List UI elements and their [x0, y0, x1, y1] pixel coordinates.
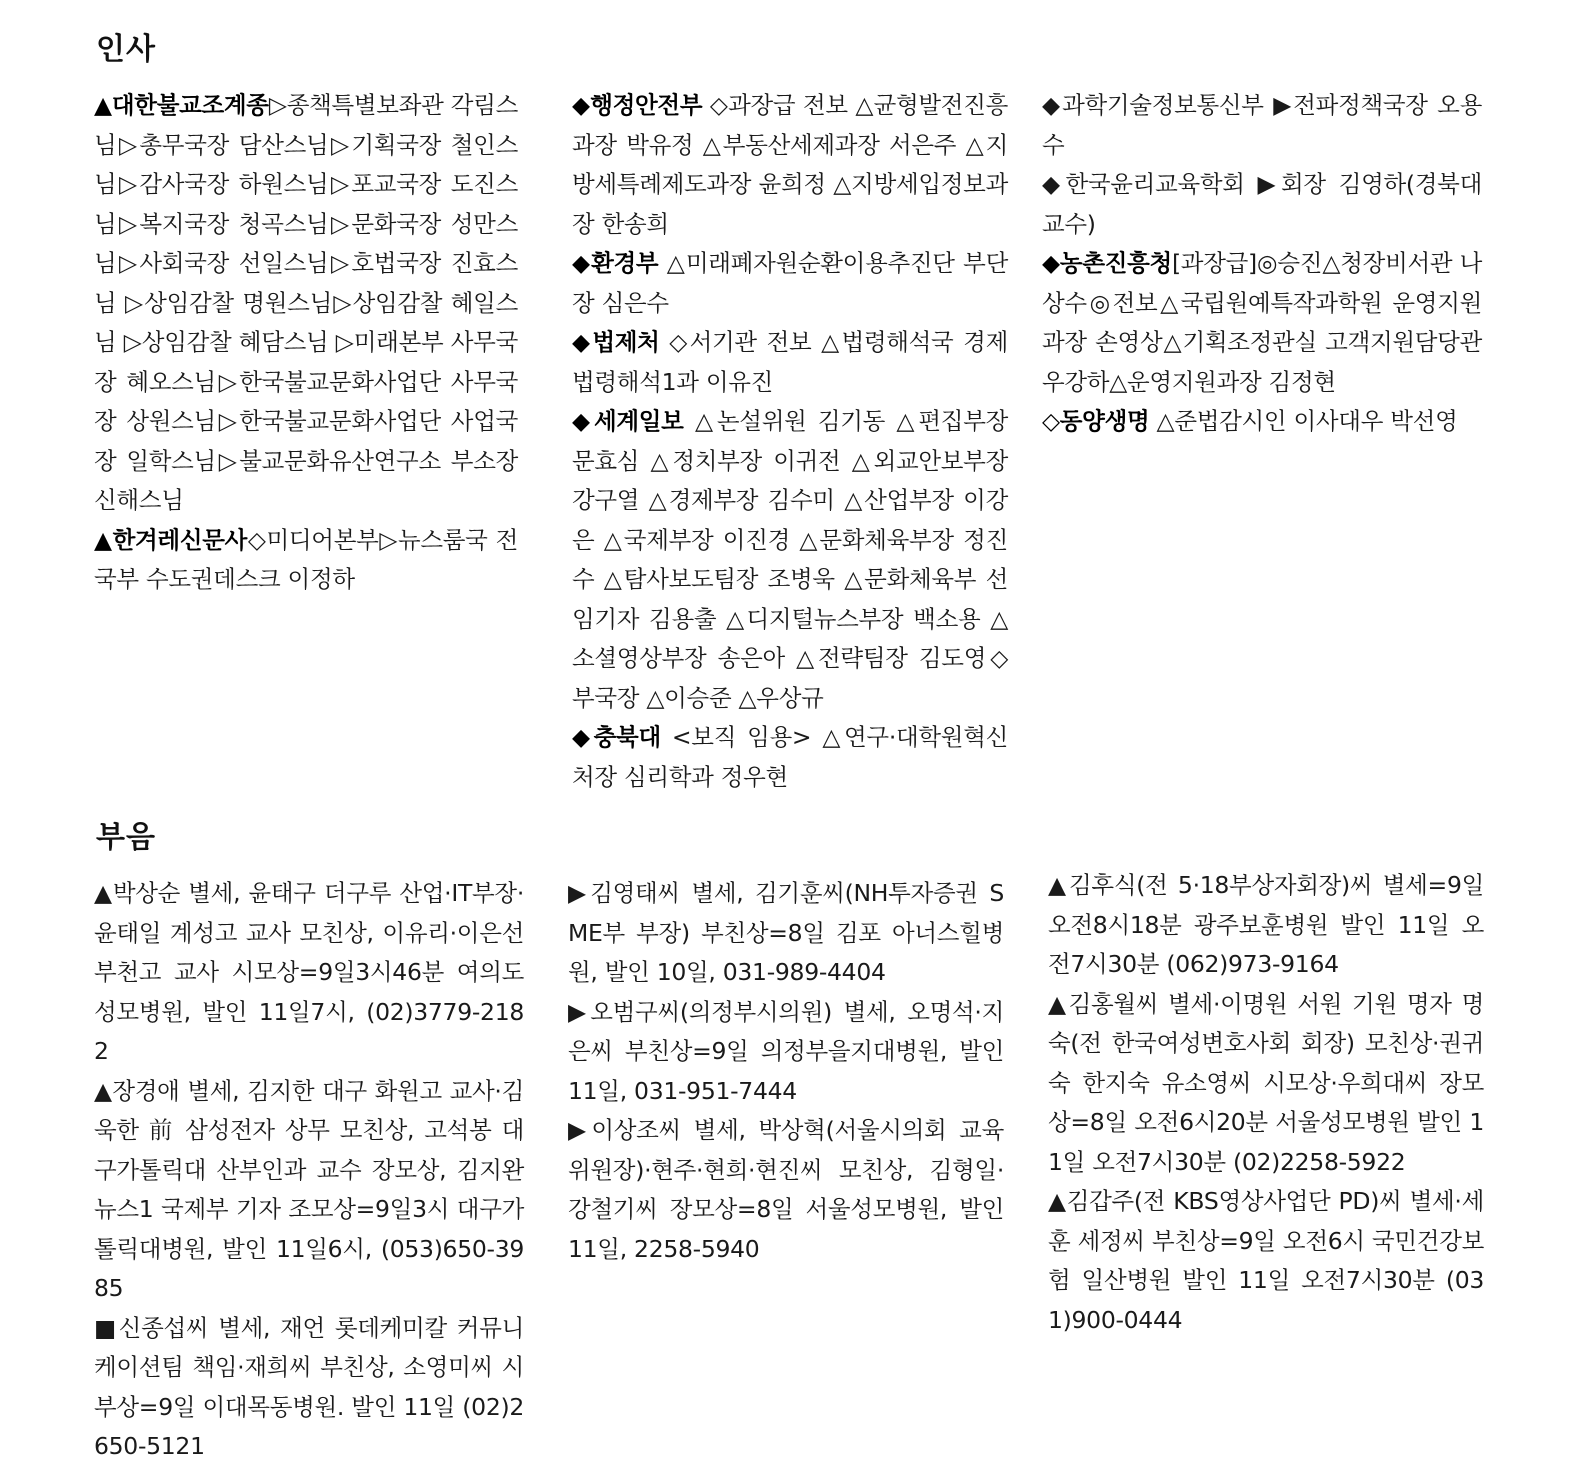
- insa-text: △준법감시인 이사대우 박선영: [1149, 407, 1458, 435]
- insa-entry: [94, 521, 518, 600]
- insa-column-1: [94, 86, 518, 600]
- bueum-column-1: [94, 874, 524, 1467]
- bueum-entry: ▲박상순 별세, 윤태구 더구루 산업·IT부장·윤태일 계성고 교사 모친상, 이유리·이은선 부천고 교사 시모상=9일3시46분 여의도성모병원, 발인 11일7시, (02)3779-2182: [94, 879, 524, 1065]
- bueum-entry: ▶김영태씨 별세, 김기훈씨(NH투자증권 SME부 부장) 부친상=8일 김포 아너스힐병원, 발인 10일, 031-989-4404: [568, 879, 1004, 986]
- bueum-column-3: [1048, 866, 1484, 1340]
- insa-entry: [94, 86, 518, 521]
- section-title-bueum: 부음: [96, 820, 156, 855]
- insa-entry: [1042, 402, 1482, 442]
- bueum-entry: ▲김갑주(전 KBS영상사업단 PD)씨 별세·세훈 세정씨 부친상=9일 오전6시 국민건강보험 일산병원 발인 11일 오전7시30분 (031)900-0444: [1048, 1187, 1484, 1334]
- insa-entry: [572, 244, 1008, 323]
- insa-entry: [572, 323, 1008, 402]
- insa-text: △미래폐자원순환이용추진단 부단장 심은수: [572, 249, 1008, 317]
- insa-text: ▷종책특별보좌관 각림스님▷총무국장 담산스님▷기획국장 철인스님▷감사국장 하원스님▷포교국장 도진스님▷복지국장 청곡스님▷문화국장 성만스님▷사회국장 선일스님▷호법국장 진효스님 ▷상임감찰 명원스님▷상임감찰 혜일스님 ▷상임감찰 혜담스님 ▷미래본부 사무국장 혜오스님▷한국불교문화사업단 사무국장 상원스님▷한국불교문화사업단 사업국장 일학스님▷불교문화유산연구소 부소장 신해스님: [94, 91, 518, 514]
- insa-column-2: [572, 86, 1008, 797]
- bueum-column-2: [568, 874, 1004, 1269]
- insa-org: ◆한국윤리교육학회: [1042, 170, 1245, 198]
- section-title-insa: 인사: [96, 32, 156, 67]
- insa-entry: [1042, 244, 1482, 402]
- insa-text: ◇과장급 전보 △균형발전진흥과장 박유정 △부동산세제과장 서은주 △지방세특례제도과장 윤희정 △지방세입정보과장 한송희: [572, 91, 1009, 238]
- insa-org: ◆환경부: [572, 249, 659, 277]
- bueum-entry: ▶오범구씨(의정부시의원) 별세, 오명석·지은씨 부친상=9일 의정부을지대병원, 발인 11일, 031-951-7444: [568, 997, 1004, 1105]
- insa-org: ▲한겨레신문사: [94, 525, 248, 554]
- bueum-entry: ▶이상조씨 별세, 박상혁(서울시의회 교육위원장)·현주·현희·현진씨 모친상, 김형일·강철기씨 장모상=8일 서울성모병원, 발인 11일, 2258-5940: [568, 1116, 1004, 1263]
- insa-text: ◇서기관 전보 △법령해석국 경제법령해석1과 이유진: [572, 328, 1008, 396]
- insa-org: ◆충북대: [572, 723, 661, 751]
- insa-text: ▶전파정책국장 오용수: [1042, 91, 1482, 159]
- insa-org: ◆농촌진흥청: [1042, 249, 1172, 277]
- bueum-entry: ■신종섭씨 별세, 재언 롯데케미칼 커뮤니케이션팀 책임·재희씨 부친상, 소영미씨 시부상=9일 이대목동병원. 발인 11일 (02)2650-5121: [94, 1313, 524, 1460]
- bueum-entry: ▲장경애 별세, 김지한 대구 화원고 교사·김욱한 前 삼성전자 상무 모친상, 고석봉 대구가톨릭대 산부인과 교수 장모상, 김지완 뉴스1 국제부 기자 조모상=9일3시 대구가톨릭대병원, 발인 11일6시, (053)650-3985: [94, 1076, 524, 1302]
- insa-text: ◇미디어본부▷뉴스룸국 전국부 수도권데스크 이정하: [94, 525, 518, 593]
- insa-org: ◆세계일보: [572, 407, 684, 435]
- insa-org: ▲대한불교조계종: [94, 91, 269, 119]
- insa-entry: [1042, 86, 1482, 165]
- insa-text: △논설위원 김기동 △편집부장 문효심 △정치부장 이귀전 △외교안보부장 강구열 △경제부장 김수미 △산업부장 이강은 △국제부장 이진경 △문화체육부장 정진수 △탐사보도팀장 조병욱 △문화체육부 선임기자 김용출 △디지털뉴스부장 백소용 △소셜영상부장 송은아 △전략팀장 김도영◇부국장 △이승준 △우상규: [572, 407, 1008, 712]
- insa-column-3: [1042, 86, 1482, 442]
- insa-entry: [572, 86, 1008, 244]
- insa-text: [과장급]◎승진△청장비서관 나상수◎전보△국립원예특작과학원 운영지원과장 손영상△기획조정관실 고객지원담당관 우강하△운영지원과장 김정현: [1042, 249, 1483, 396]
- insa-org: ◆행정안전부: [572, 91, 703, 119]
- insa-entry: [1042, 165, 1482, 244]
- bueum-entry: ▲김홍월씨 별세·이명원 서원 기원 명자 명숙(전 한국여성변호사회 회장) 모친상·권귀숙 한지숙 유소영씨 시모상·우희대씨 장모상=8일 오전6시20분 서울성모병원 발인 11일 오전7시30분 (02)2258-5922: [1048, 989, 1484, 1176]
- insa-entry: [572, 718, 1008, 797]
- insa-text: <보직 임용> △연구·대학원혁신처장 심리학과 정우현: [572, 723, 1008, 791]
- insa-text: ▶회장 김영하(경북대 교수): [1042, 170, 1482, 238]
- insa-entry: [572, 402, 1008, 718]
- bueum-entry: ▲김후식(전 5·18부상자회장)씨 별세=9일 오전8시18분 광주보훈병원 발인 11일 오전7시30분 (062)973-9164: [1048, 871, 1484, 978]
- insa-org: ◆과학기술정보통신부: [1042, 91, 1264, 119]
- insa-org: ◆법제처: [572, 328, 660, 356]
- insa-org: ◇동양생명: [1042, 407, 1150, 435]
